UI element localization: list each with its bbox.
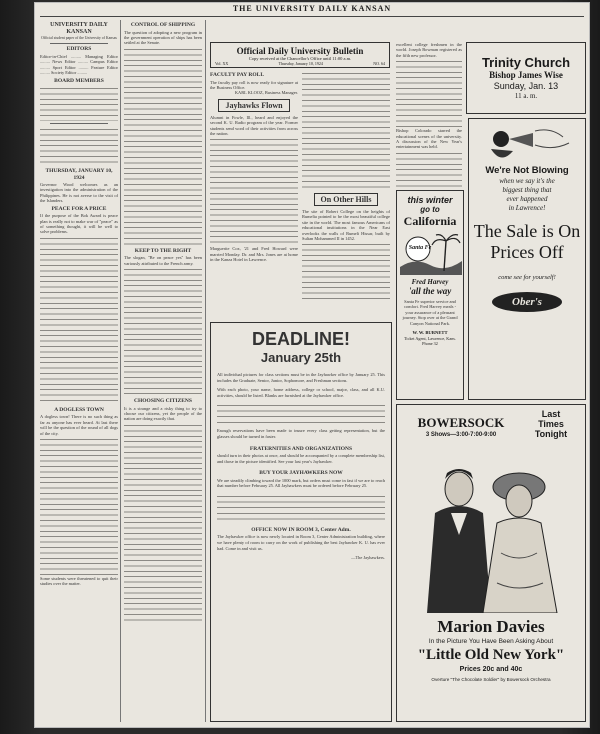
dateline: THURSDAY, JANUARY 10, 1924 <box>45 168 113 181</box>
jayhawks-title: Jayhawks Flown <box>218 99 290 112</box>
overture-note: Overture "The Chocolate Soldier" by Bowersock Orchestra <box>431 677 551 682</box>
bowersock-ad <box>396 404 586 722</box>
buy-heading: BUY YOUR JAYHAWKERS NOW <box>259 470 343 477</box>
column-rule <box>205 20 206 722</box>
film-prices: Prices 20c and 40c <box>459 666 523 673</box>
deadline-date: January 25th <box>260 350 342 365</box>
obers-illustration <box>473 125 581 165</box>
last-label: Last <box>541 409 561 419</box>
other-hills-title: On Other Hills <box>314 193 378 206</box>
winter-line-4: Fred Harvey <box>411 278 449 286</box>
deadline-para-3: Enough reservations have been made to insure every class getting representation, but the glasses should be turned in faster. <box>217 428 385 439</box>
deadline-para-1: All individual pictures for class sections must be in the Jayhawker office by January 25. This includes the Graduate, Senior, Junior, Sophomore, and Freshman sections. <box>217 372 385 383</box>
editorial-column <box>40 20 118 722</box>
cartoon-figure-icon <box>473 125 583 165</box>
news-column-right <box>396 42 462 212</box>
obers-logo: Ober's <box>492 292 562 312</box>
deadline-para-5: We are steadily climbing toward the 1000 mark, but orders must come in fast if we are to reach that number before February 25. All Jayhawkers must be ordered before February 25. <box>217 477 385 489</box>
right-para-1: excellent college freshmen in the world. Joseph Bowman registered as the fifth new professor. <box>396 42 462 58</box>
jayhawks-column <box>210 70 298 320</box>
obers-line-2: when we say it's the <box>499 177 555 185</box>
deadline-para-4: should turn in their photos at once, and should be accompanied by a complete membership list, and those in the picture identified. See your last year's Jayhawker. <box>217 453 385 464</box>
film-tagline: In the Picture You Have Been Asking About <box>428 638 554 645</box>
california-illustration <box>400 231 460 275</box>
bulletin-volume: Vol. XX <box>215 61 229 66</box>
show-times: 3 Shows—3:00-7:00-9:00 <box>425 432 497 438</box>
paper-subtitle: Official student paper of the University of Kansas <box>41 36 117 40</box>
keep-right-para: The slogan, "Be on peace yes" has been variously attributed to the French army. <box>124 255 202 266</box>
keep-right-body <box>124 266 202 396</box>
choosing-para: It is a strange and a risky thing to try to choose our citizens, yet the people of the nation are doing exactly that. <box>124 405 202 422</box>
staff-list: Editor-in-Chief ......... Managing Editor ......... News Editor ......... Campus Editor ......... Sport Editor ......... Feature Editor ......... Society Editor ......... <box>40 53 118 76</box>
film-still-illustration <box>401 443 581 613</box>
newspaper-page <box>34 2 590 728</box>
other-hills-text: The site of Robert College on the heights of Rumelia pointed to be the most beautiful college site in the world. The most famous Americans of educational institutions in the Near East overlooks the walls of Rumeli Hissar, built by Sultan Mohammed II in 1452. <box>302 209 390 242</box>
palm-landscape-icon <box>400 231 462 275</box>
star-name: Marion Davies <box>437 617 545 636</box>
right-para-2: Bishop Colorado starred the educational scenes of the university. A discussion of the New Year's entertainment was held. <box>396 128 462 150</box>
bulletin-number: NO. 64 <box>373 61 385 66</box>
bulletin-header <box>210 42 390 68</box>
board-list <box>40 85 118 121</box>
shipping-para: The question of adopting a new program in the government operation of ships has been settled at the Senate. <box>124 29 202 46</box>
editorial-body-text-2 <box>40 436 118 576</box>
keep-right-heading: KEEP TO THE RIGHT <box>134 247 192 254</box>
rule <box>50 123 108 124</box>
obers-line-1: We're Not Blowing <box>485 165 569 176</box>
rule <box>50 43 108 44</box>
masthead: THE UNIVERSITY DAILY KANSAN <box>232 4 392 13</box>
agent-phone: Phone 32 <box>422 340 438 346</box>
paper-title: UNIVERSITY DAILY KANSAN <box>50 22 108 35</box>
trinity-time: 11 a. m. <box>514 92 538 100</box>
subscription-notice <box>40 126 118 166</box>
jayhawks-text-2: Marguerite Cox, '21 and Fred Howard were married Monday. Dr. and Mrs. Jones are at home in the Kanza Hotel in Lawrence. <box>210 246 298 263</box>
right-body <box>396 58 462 128</box>
editorial-para-4: Some students were threatened to quit their studies over the matter. <box>40 575 118 587</box>
editorial-para-1: Governor Wood welcomes as an investigation into the administration of the Philippines. He is not averse to the visit of the Islanders. <box>40 182 118 204</box>
agent-name: W. W. BURNETT <box>412 330 448 336</box>
fraternities-heading: FRATERNITIES AND ORGANIZATIONS <box>249 445 353 452</box>
editorial-para-2: If the purpose of the Bok Award is peace plan is really not to make war of "peace" as of something thought, it will be well to solve problems. <box>40 213 118 235</box>
news-column <box>302 70 390 320</box>
bulletin-meta <box>211 61 389 66</box>
deadline-para-2: With each photo, your name, home address, college or school, major, class, and all K.U. activities, should be listed. Blanks are furnished at the Jayhawker office. <box>217 387 385 398</box>
trinity-bishop: Bishop James Wise <box>489 70 563 80</box>
editorial-para-3: A dogless town! There is no such thing as far as anyone has ever heard. At last there will be the question of the round of all dogs of the city. <box>40 414 118 436</box>
faculty-signature: KARL KLOOZ, Business Manager. <box>234 90 298 96</box>
choosing-body <box>124 422 202 622</box>
masthead-rule <box>40 16 584 17</box>
choosing-heading: CHOOSING CITIZENS <box>134 398 192 405</box>
editorial-body-text <box>40 235 118 405</box>
editorial-column-2 <box>124 20 202 722</box>
editorial-heading-dogless: A DOGLESS TOWN <box>54 406 104 413</box>
shipping-body <box>124 46 202 246</box>
tonight-label: Tonight <box>534 429 568 439</box>
bulletin-date: Thursday, January 10, 1924 <box>278 61 323 66</box>
faculty-notice: The faculty pay roll is now ready for signature at the Business Office. <box>210 79 298 90</box>
winter-body: Santa Fe superior service and comfort. Fred Harvey meals - your assurance of a pleasant journey. Stop over at the Grand Canyon National Park. <box>402 299 458 326</box>
bulletin-title: Official Daily University Bulletin <box>236 46 364 56</box>
office-heading: OFFICE NOW IN ROOM 3, Center Adm. <box>251 526 351 533</box>
jayhawks-body <box>210 136 298 246</box>
deadline-body-2 <box>217 493 385 521</box>
editorial-heading-peace: PEACE FOR A PRICE <box>51 205 107 212</box>
other-hills-body <box>302 241 390 301</box>
right-body-2 <box>396 150 462 190</box>
bowersock-header <box>401 409 581 439</box>
obers-ad <box>468 118 586 400</box>
santa-fe-ad <box>396 190 464 400</box>
deadline-para-6: The Jayhawker office is now newly located in Room 3, Center Administration building, where we have plenty of room to carry on the work of publishing the best Jayhawker K. U. has ever had. Come in and visit us. <box>217 534 385 551</box>
film-couple-icon <box>401 443 581 613</box>
deadline-title: DEADLINE! <box>252 329 350 349</box>
winter-line-2: go to <box>420 205 440 214</box>
obers-line-5: in Lawrence! <box>508 204 546 212</box>
deadline-body <box>217 402 385 424</box>
winter-line-1: this winter <box>407 195 453 205</box>
winter-line-3: California <box>403 214 457 228</box>
theater-name: BOWERSOCK <box>417 415 505 430</box>
obers-prices-line: Prices Off <box>490 242 564 262</box>
faculty-heading: FACULTY PAY ROLL <box>210 72 264 78</box>
winter-line-5: 'all the way <box>408 286 452 296</box>
times-label: Times <box>538 419 564 429</box>
deadline-ad <box>210 322 392 722</box>
bulletin-subtitle: Copy received at the Chancellor's Office until 11:00 a.m. <box>248 56 352 61</box>
trinity-date: Sunday, Jan. 13 <box>493 81 559 91</box>
santa-fe-badge: Santa Fe <box>408 245 432 251</box>
trinity-church-ad <box>466 42 586 114</box>
obers-line-3: biggest thing that <box>502 186 552 194</box>
editors-heading: EDITORS <box>66 46 92 53</box>
obers-sale-line: The Sale is On <box>473 221 581 241</box>
board-heading: BOARD MEMBERS <box>54 77 104 84</box>
deadline-signature: —The Jayhawkers. <box>351 555 385 561</box>
shipping-heading: CONTROL OF SHIPPING <box>130 22 196 28</box>
news-body <box>302 70 390 190</box>
agent-title: Ticket Agent, Lawrence, Kans. <box>404 335 456 341</box>
trinity-title: Trinity Church <box>481 55 571 70</box>
column-rule <box>120 20 121 722</box>
film-title: "Little Old New York" <box>417 647 565 663</box>
obers-line-4: ever happened <box>506 195 548 203</box>
jayhawks-text: Alumni in Fowle, Ill., heard and enjoyed the second K. U. Radio program of the year. Former students send word of their activities from across the nation. <box>210 114 298 136</box>
obers-invite: come see for yourself! <box>498 274 556 281</box>
